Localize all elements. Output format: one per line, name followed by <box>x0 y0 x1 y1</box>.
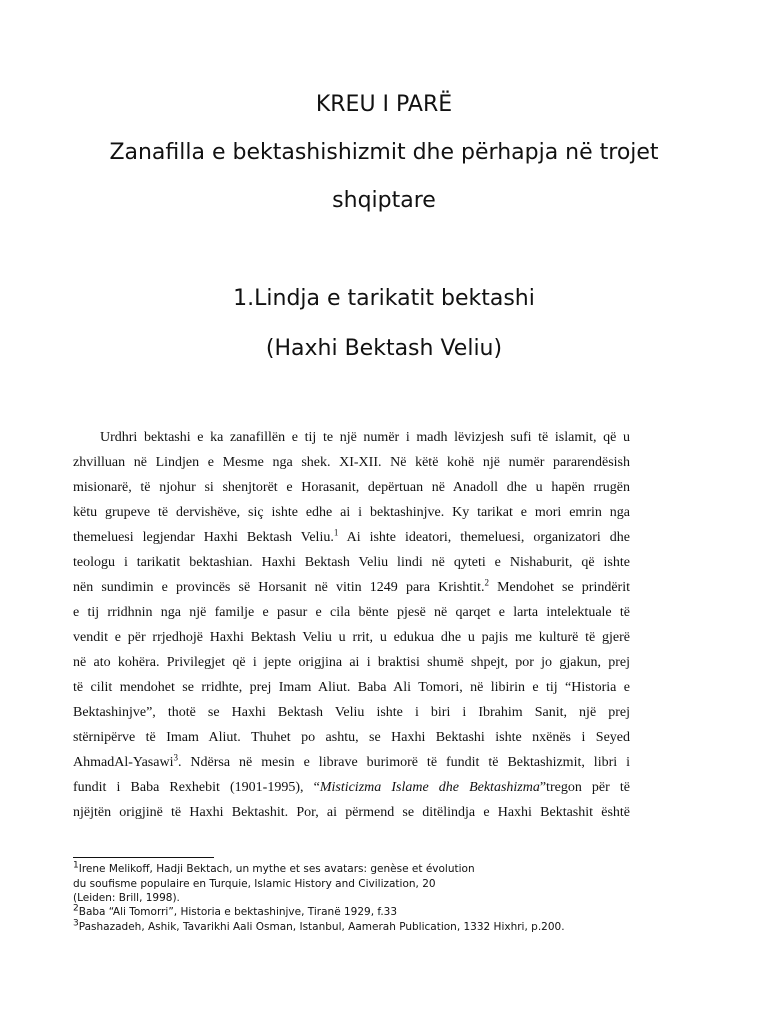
footnote-1 <box>73 860 475 876</box>
book-title-italic: Misticizma Islame dhe Bektashizma <box>319 780 540 795</box>
body-line <box>73 579 630 597</box>
body-line: në ato kohëra. Privilegjet që i jepte origjina ai i braktisi shumë shpejt, por jo gjakun, prej <box>73 655 630 670</box>
body-line: teologu i tarikatit bektashian. Haxhi Bektash Veliu lindi në qyteti e Nishaburit, që ishte <box>73 555 630 570</box>
body-text-segment: ”tregon për të <box>539 780 630 795</box>
footnote-1-continued: du soufisme populaire en Turquie, Islamic History and Civilization, 20 <box>73 878 436 890</box>
body-line: misionarë, të njohur si shenjtorët e Horasanit, depërtuan në Anadoll dhe u hapën rrugën <box>73 480 630 495</box>
body-text-segment: themeluesi legjendar Haxhi Bektash Veliu. <box>73 530 334 545</box>
footnote-number: 2 <box>73 903 79 914</box>
footnote-number: 1 <box>73 860 79 871</box>
footnote-2 <box>73 903 398 919</box>
body-line: Urdhri bektashi e ka zanafillën e tij te një numër i madh lëvizjesh sufi të islamit, që u <box>100 430 630 445</box>
body-text-segment: AhmadAl-Yasawi <box>73 755 174 770</box>
body-line: stërnipërve të Imam Aliut. Thuhet po ashtu, se Haxhi Bektashi ishte nxënës i Seyed <box>73 730 630 745</box>
footnote-ref[interactable]: 3 <box>173 752 178 763</box>
footnote-ref[interactable]: 1 <box>333 527 339 538</box>
footnote-1-continued: (Leiden: Brill, 1998). <box>73 892 180 904</box>
body-line: vendit e për rrjedhojë Haxhi Bektash Veliu u rrit, u edukua dhe u pajis me kulturë të gjerë <box>73 630 630 645</box>
footnote-ref[interactable]: 2 <box>484 577 489 588</box>
body-line: zhvilluan në Lindjen e Mesme nga shek. XI-XII. Në këtë kohë një numër pararendësish <box>73 455 630 470</box>
footnote-text: Baba “Ali Tomorri”, Historia e bektashinjve, Tiranë 1929, f.33 <box>78 906 398 918</box>
chapter-title-line-2: shqiptare <box>332 188 436 213</box>
body-line <box>73 529 630 547</box>
section-subtitle: (Haxhi Bektash Veliu) <box>265 336 503 361</box>
body-text-segment: nën sundimin e provincës së Horsanit në vitin 1249 para Krishtit. <box>73 580 485 595</box>
body-text-segment: fundit i Baba Rexhebit (1901-1995), “ <box>73 780 320 795</box>
body-text-segment: Ai ishte ideatori, themeluesi, organizatori dhe <box>346 530 630 545</box>
footnote-3 <box>73 918 565 934</box>
body-line: Bektashinjve”, thotë se Haxhi Bektash Veliu ishte i biri i Ibrahim Sanit, një prej <box>73 705 630 720</box>
footnote-text: Pashazadeh, Ashik, Tavarikhi Aali Osman, Istanbul, Aamerah Publication, 1332 Hixhri, p.200. <box>78 921 565 933</box>
chapter-title-line-1: Zanafilla e bektashishizmit dhe përhapja në trojet <box>109 140 659 165</box>
body-text-segment: Mendohet se prindërit <box>497 580 630 595</box>
body-text-segment: . Ndërsa në mesin e librave burimorë të fundit të Bektashizmit, libri i <box>177 755 630 770</box>
body-line <box>73 754 630 772</box>
footnote-number: 3 <box>73 918 79 929</box>
body-line: e tij rridhnin nga një familje e pasur e cila bënte pjesë në qarqet e larta intelektuale të <box>73 605 630 620</box>
section-title: 1.Lindja e tarikatit bektashi <box>233 286 535 311</box>
body-line: këtu grupeve të dervishëve, siç ishte edhe ai i bektashinjve. Ky tarikat e mori emrin nga <box>73 505 630 520</box>
footnote-separator <box>73 857 214 858</box>
body-line: të cilit mendohet se rridhte, prej Imam Aliut. Baba Ali Tomori, në libirin e tij “Historia e <box>73 680 630 695</box>
footnote-text: Irene Melikoff, Hadji Bektach, un mythe et ses avatars: genèse et évolution <box>78 863 475 875</box>
body-line <box>73 779 630 797</box>
body-line: njëjtën origjinë të Haxhi Bektashit. Por, ai përmend se ditëlindja e Haxhi Bektashit është <box>73 805 630 820</box>
chapter-label: KREU I PARË <box>315 92 453 117</box>
